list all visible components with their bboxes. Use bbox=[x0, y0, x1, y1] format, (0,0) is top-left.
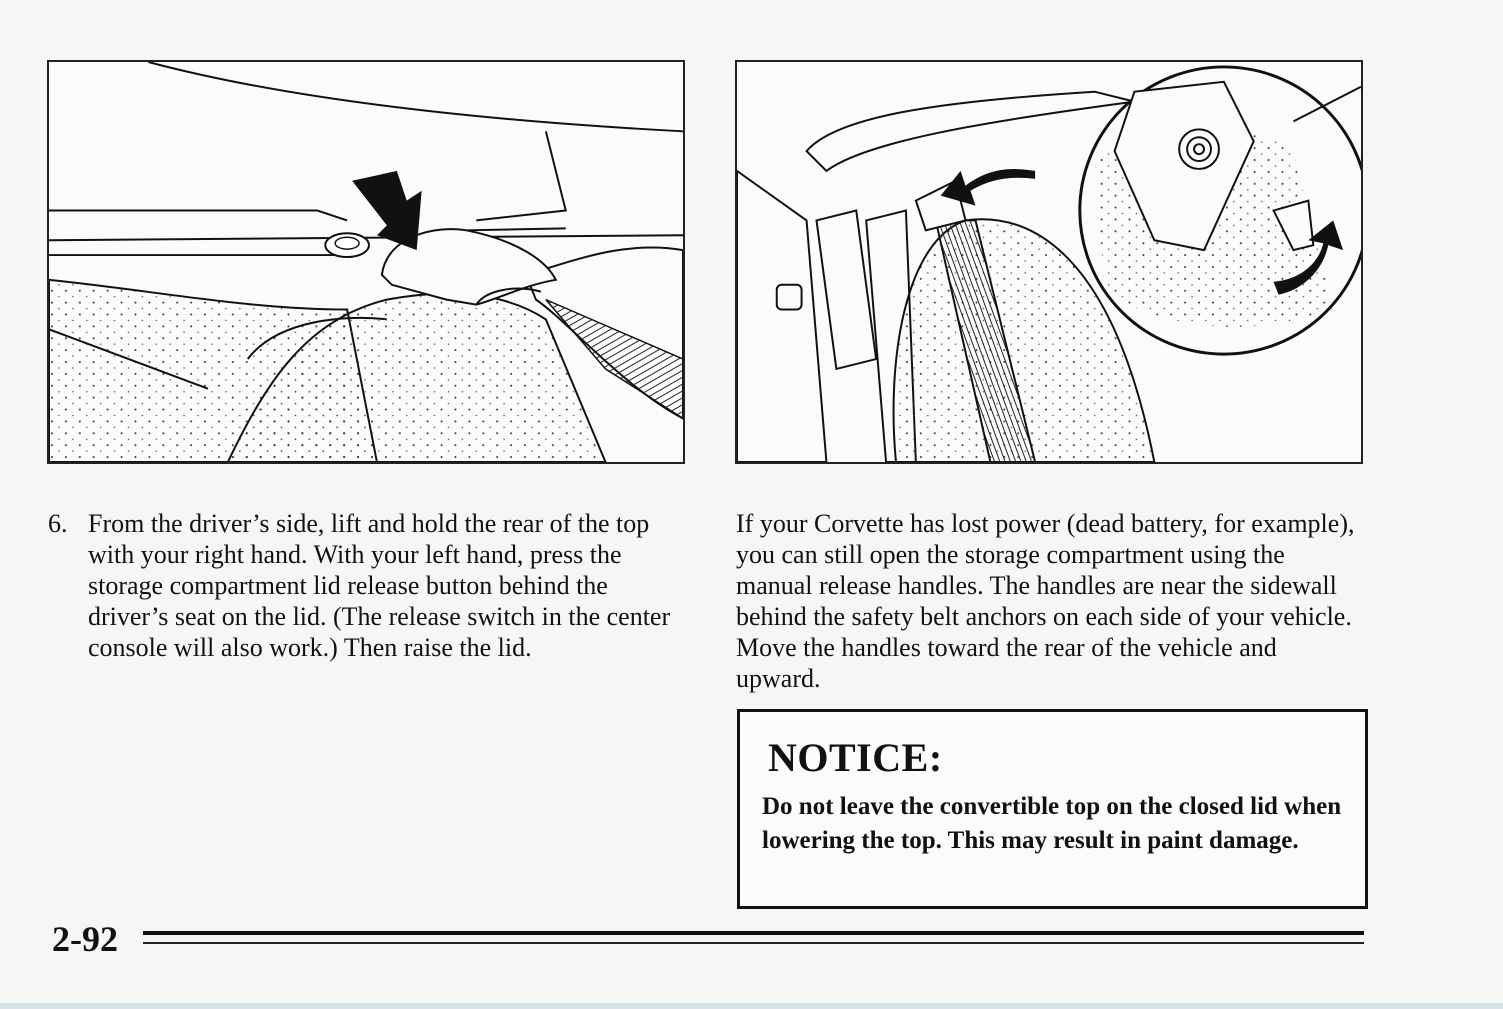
notice-body: Do not leave the convertible top on the closed lid when lowering the top. This may result in paint damage. bbox=[762, 793, 1342, 854]
notice-box bbox=[737, 709, 1368, 909]
footer-rule-thin bbox=[143, 942, 1364, 944]
page-number: 2-92 bbox=[52, 919, 118, 959]
step-6 bbox=[48, 508, 688, 663]
page-edge bbox=[0, 1003, 1503, 1009]
illustration-release-button bbox=[47, 60, 685, 464]
notice-title: NOTICE: bbox=[768, 735, 943, 780]
step-number: 6. bbox=[48, 509, 68, 538]
manual-release-paragraph: If your Corvette has lost power (dead battery, for example), you can still open the storage compartment using the manual release handles. The handles are near the sidewall behind the safety belt anchors on each side of your vehicle. Move the handles toward the rear of the vehicle and upward. bbox=[736, 509, 1355, 693]
footer-rule bbox=[143, 931, 1364, 935]
step-text: From the driver’s side, lift and hold the rear of the top with your right hand. With your left hand, press the storage compartment lid release button behind the driver’s seat on the lid. (The release switch in the center console will also work.) Then raise the lid. bbox=[88, 509, 671, 662]
illustration-manual-release-handle bbox=[735, 60, 1363, 464]
